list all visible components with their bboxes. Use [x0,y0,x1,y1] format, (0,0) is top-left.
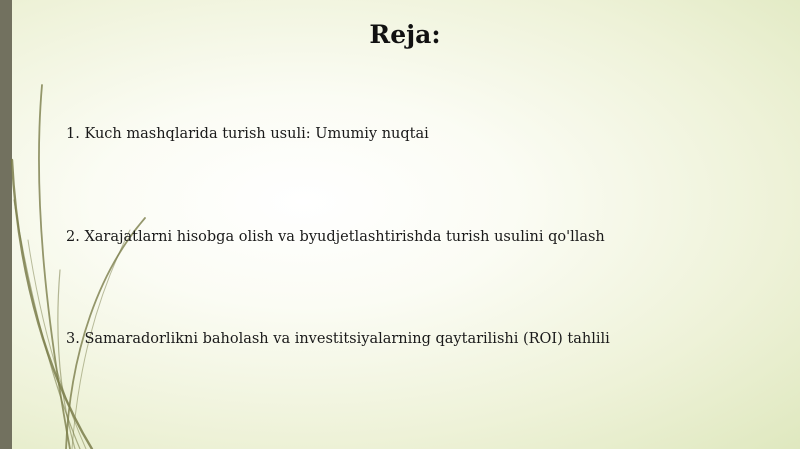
slide-title: Reja: [369,20,441,49]
agenda-item-1: 1. Kuch mashqlarida turish usuli: Umumiy nuqtai [66,126,429,142]
agenda-item-2: 2. Xarajatlarni hisobga olish va byudjetlashtirishda turish usulini qo'llash [66,229,605,245]
agenda-item-3: 3. Samaradorlikni baholash va investitsiyalarning qaytarilishi (ROI) tahlili [66,331,610,347]
